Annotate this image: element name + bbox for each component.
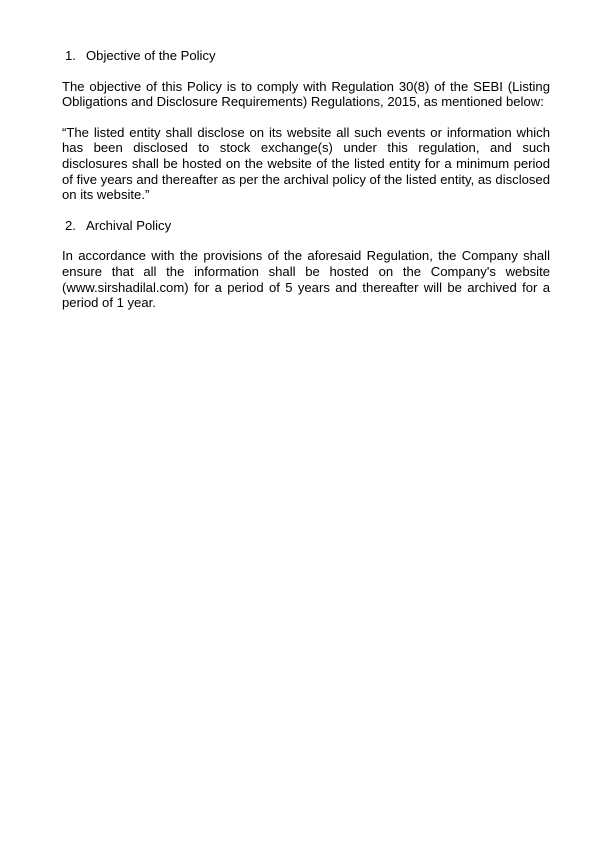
document-page (62, 48, 550, 311)
archival-paragraph: In accordance with the provisions of the aforesaid Regulation, the Company shall ensure that all the information shall be hosted on the Company's website (www.sirshadilal.com) for a period of 5 years and thereafter will be archived for a period of 1 year. (62, 248, 550, 311)
section-title: Archival Policy (86, 217, 172, 233)
section-heading-archival (65, 218, 550, 234)
regulation-quote-paragraph: “The listed entity shall disclose on its website all such events or information which has been disclosed to stock exchange(s) under this regulation, and such disclosures shall be hosted on the website of the listed entity for a minimum period of five years and thereafter as per the archival policy of the listed entity, as disclosed on its website.” (62, 124, 550, 203)
section-title: Objective of the Policy (86, 48, 216, 63)
section-number: 1. (65, 48, 76, 63)
objective-paragraph: The objective of this Policy is to comply with Regulation 30(8) of the SEBI (Listing Obligations and Disclosure Requirements) Regulations, 2015, as mentioned below: (62, 78, 550, 110)
section-number: 2. (65, 217, 76, 233)
section-heading-objective (65, 48, 550, 64)
